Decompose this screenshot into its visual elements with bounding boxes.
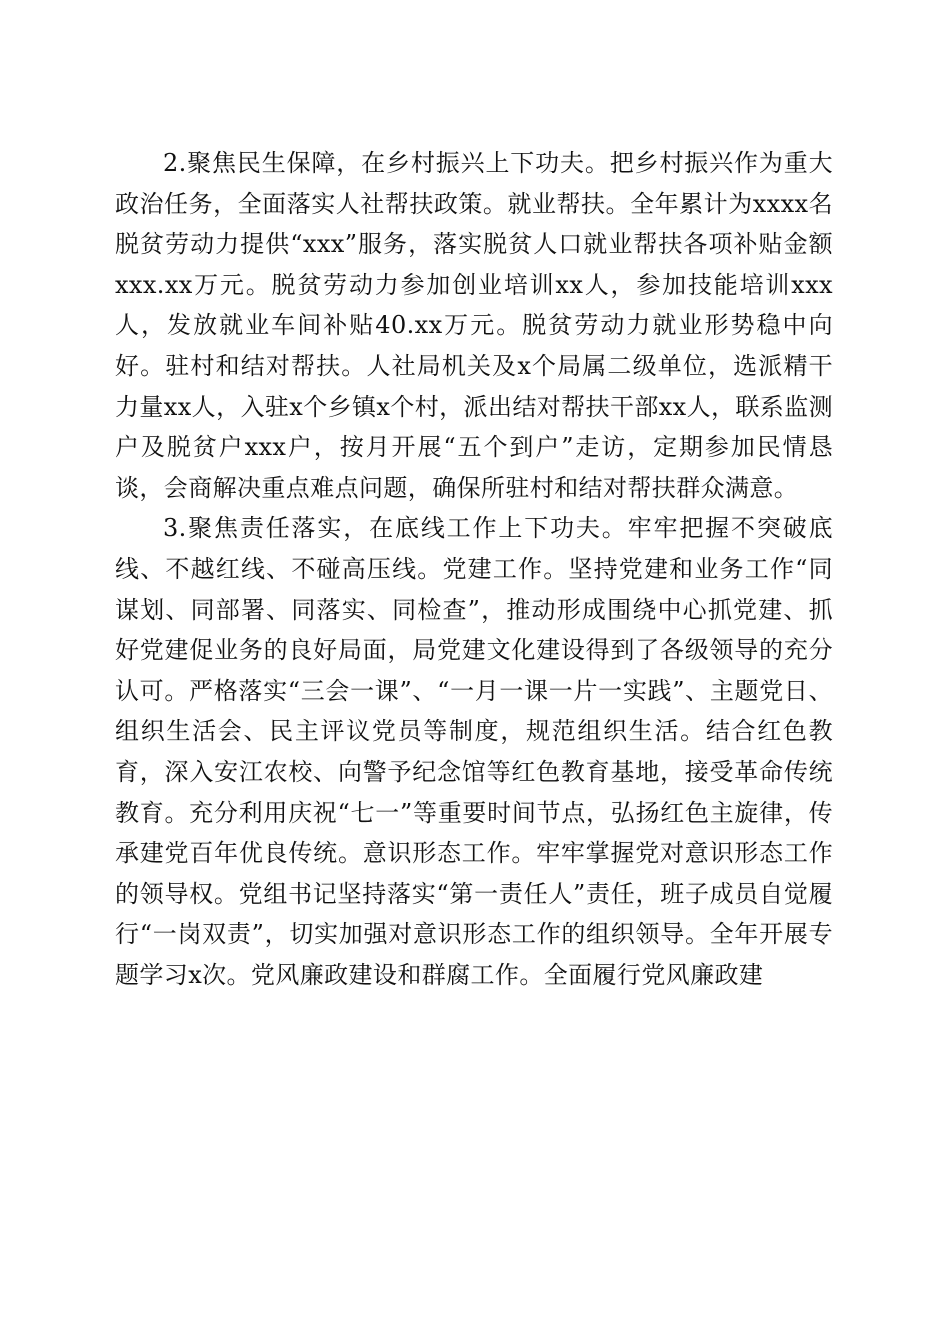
document-body bbox=[115, 143, 833, 995]
paragraph-livelihood-security: 2.聚焦民生保障，在乡村振兴上下功夫。把乡村振兴作为重大政治任务，全面落实人社帮扶政策。就业帮扶。全年累计为xxxx名脱贫劳动力提供“xxx”服务，落实脱贫人口就业帮扶各项补贴金额xxx.xx万元。脱贫劳动力参加创业培训xx人，参加技能培训xxx人，发放就业车间补贴40.xx万元。脱贫劳动力就业形势稳中向好。驻村和结对帮扶。人社局机关及x个局属二级单位，选派精干力量xx人，入驻x个乡镇x个村，派出结对帮扶干部xx人，联系监测户及脱贫户xxx户，按月开展“五个到户”走访，定期参加民情恳谈，会商解决重点难点问题，确保所驻村和结对帮扶群众满意。 bbox=[115, 149, 834, 502]
paragraph-responsibility-implementation: 3.聚焦责任落实，在底线工作上下功夫。牢牢把握不突破底线、不越红线、不碰高压线。党建工作。坚持党建和业务工作“同谋划、同部署、同落实、同检查”，推动形成围绕中心抓党建、抓好党建促业务的良好局面，局党建文化建设得到了各级领导的充分认可。严格落实“三会一课”、“一月一课一片一实践”、主题党日、组织生活会、民主评议党员等制度，规范组织生活。结合红色教育，深入安江农校、向警予纪念馆等红色教育基地，接受革命传统教育。充分利用庆祝“七一”等重要时间节点，弘扬红色主旋律，传承建党百年优良传统。意识形态工作。牢牢掌握党对意识形态工作的领导权。党组书记坚持落实“第一责任人”责任，班子成员自觉履行“一岗双责”，切实加强对意识形态工作的组织领导。全年开展专题学习x次。党风廉政建设和群腐工作。全面履行党风廉政建 bbox=[115, 514, 833, 989]
